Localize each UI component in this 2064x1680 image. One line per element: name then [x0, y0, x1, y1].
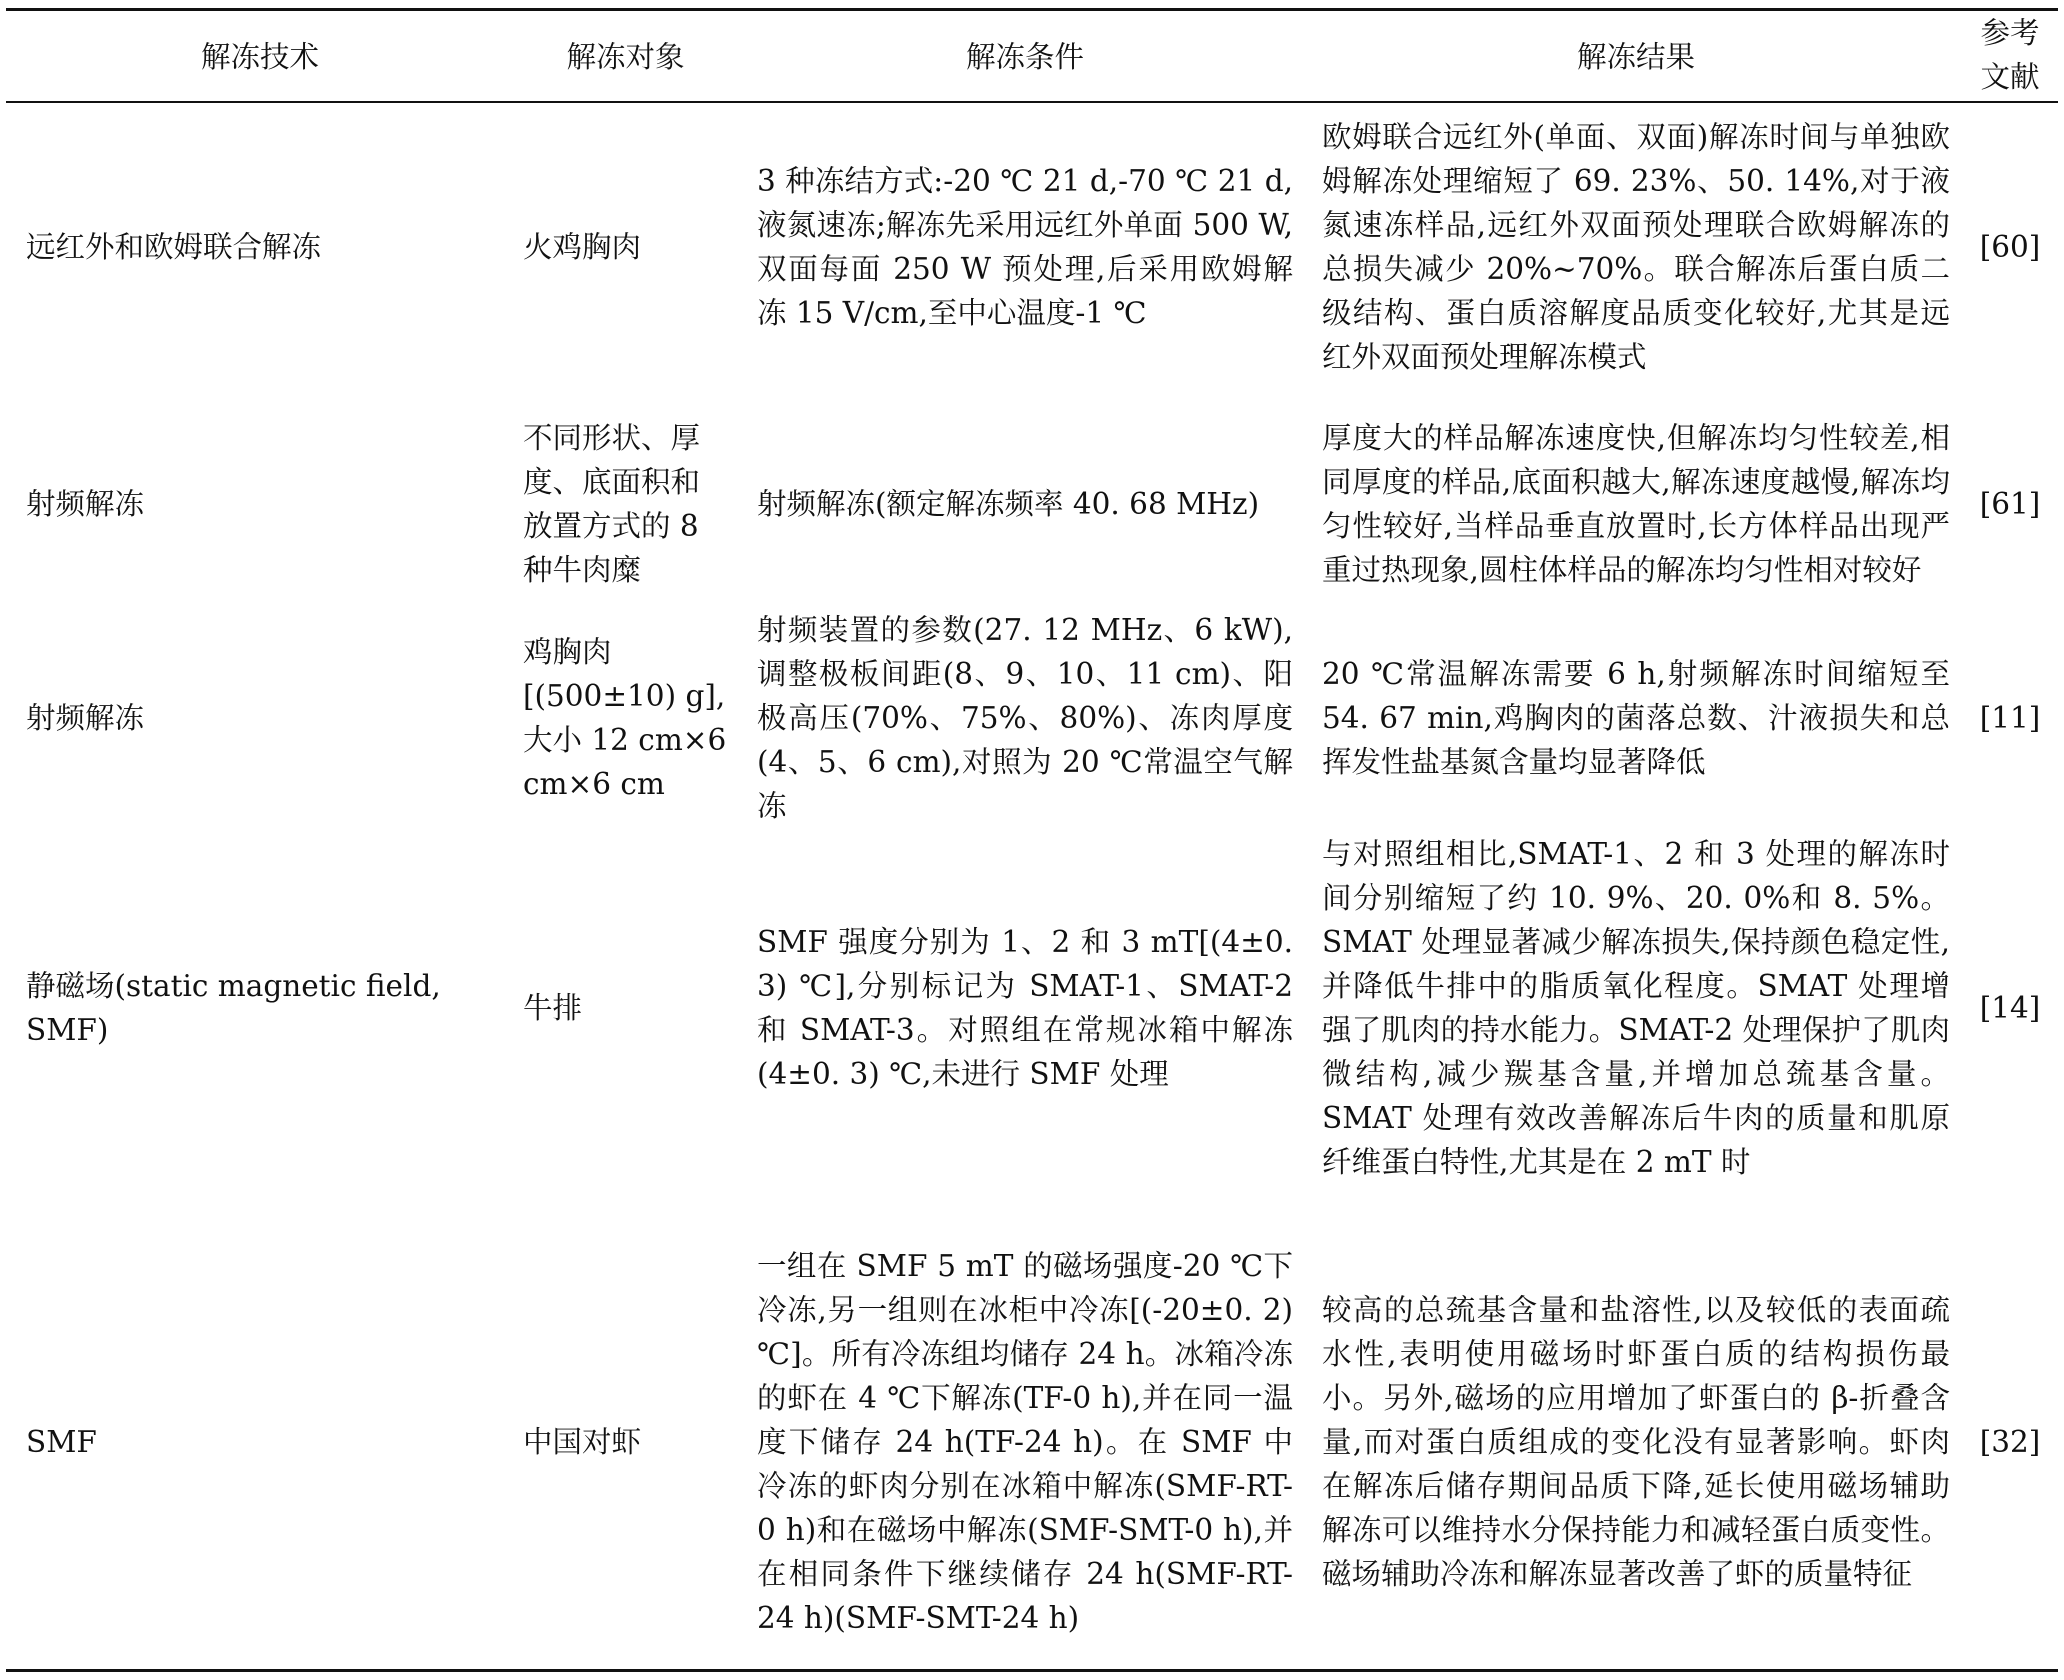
row5-condition — [757, 1222, 1293, 1662]
row4-technique: 静磁场(static magnetic field, SMF) — [26, 969, 441, 1047]
header-reference-line1: 参考 — [1980, 16, 2040, 50]
row3-result — [1322, 630, 1950, 806]
row3-technique: 射频解冻 — [26, 701, 145, 735]
row5-result — [1322, 1222, 1950, 1662]
row3-condition — [757, 613, 1293, 823]
row4-reference: [14] — [1979, 991, 2041, 1025]
table-top-rule — [6, 8, 2058, 11]
row1-object: 火鸡胸肉 — [523, 230, 642, 264]
header-condition: 解冻条件 — [965, 40, 1084, 74]
row4-result-text: 与对照组相比,SMAT-1、2 和 3 处理的解冻时间分别缩短了约 10. 9%、20. 0%和 8. 5%。SMAT 处理显著减少解冻损失,保持颜色稳定性,并降低牛排中的脂质氧化程度。SMAT 处理增强了肌肉的持水能力。SMAT-2 处理保护了肌肉微结构,减少羰基含量,并增加总巯基含量。SMAT 处理有效改善解冻后牛肉的质量和肌原纤维蛋白特性,尤其是在 2 mT 时 — [1322, 837, 1950, 1179]
row3-result-text: 20 ℃常温解冻需要 6 h,射频解冻时间缩短至 54. 67 min,鸡胸肉的菌落总数、汁液损失和总挥发性盐基氮含量均显著降低 — [1322, 657, 1950, 779]
row3-reference: [11] — [1979, 701, 2041, 735]
table-bottom-rule — [6, 1669, 2058, 1672]
row1-reference: [60] — [1979, 230, 2041, 264]
row3-condition-text: 射频装置的参数(27. 12 MHz、6 kW),调整极板间距(8、9、10、11 cm)、阳极高压(70%、75%、80%)、冻肉厚度(4、5、6 cm),对照为 20 ℃常温空气解冻 — [757, 613, 1293, 823]
row2-reference: [61] — [1979, 487, 2041, 521]
row5-object: 中国对虾 — [523, 1425, 642, 1459]
header-object: 解冻对象 — [566, 40, 685, 74]
row1-condition-text: 3 种冻结方式:-20 ℃ 21 d,-70 ℃ 21 d,液氮速冻;解冻先采用远红外单面 500 W,双面每面 250 W 预处理,后采用欧姆解冻 15 V/cm,至中心温度-1 ℃ — [757, 164, 1293, 330]
row2-result-text: 厚度大的样品解冻速度快,但解冻均匀性较差,相同厚度的样品,底面积越大,解冻速度越慢,解冻均匀性较好,当样品垂直放置时,长方体样品出现严重过热现象,圆柱体样品的解冻均匀性相对较好 — [1322, 421, 1950, 587]
row4-object: 牛排 — [523, 991, 583, 1025]
header-technique: 解冻技术 — [200, 40, 319, 74]
header-result: 解冻结果 — [1576, 40, 1695, 74]
row2-condition — [757, 394, 1293, 614]
row5-reference: [32] — [1979, 1425, 2041, 1459]
row1-result — [1322, 116, 1950, 378]
row2-condition-text: 射频解冻(额定解冻频率 40. 68 MHz) — [757, 487, 1260, 521]
row2-result — [1322, 394, 1950, 614]
row5-technique: SMF — [26, 1425, 97, 1459]
row4-result — [1322, 832, 1950, 1184]
row5-result-text: 较高的总巯基含量和盐溶性,以及较低的表面疏水性,表明使用磁场时虾蛋白质的结构损伤最小。另外,磁场的应用增加了虾蛋白的 β-折叠含量,而对蛋白质组成的变化没有显著影响。虾肉在解冻后储存期间品质下降,延长使用磁场辅助解冻可以维持水分保持能力和减轻蛋白质变性。磁场辅助冷冻和解冻显著改善了虾的质量特征 — [1322, 1293, 1950, 1591]
row1-result-text: 欧姆联合远红外(单面、双面)解冻时间与单独欧姆解冻处理缩短了 69. 23%、50. 14%,对于液氮速冻样品,远红外双面预处理联合欧姆解冻的总损失减少 20%~70%。联合解冻后蛋白质二级结构、蛋白质溶解度品质变化较好,尤其是远红外双面预处理解冻模式 — [1322, 120, 1950, 374]
table-header-rule — [6, 101, 2058, 103]
row3-object: 鸡胸肉[(500±10) g],大小 12 cm×6 cm×6 cm — [523, 635, 727, 801]
row1-technique: 远红外和欧姆联合解冻 — [26, 230, 322, 264]
row1-condition — [757, 116, 1293, 378]
header-reference — [1962, 10, 2058, 100]
row4-condition-text: SMF 强度分别为 1、2 和 3 mT[(4±0. 3) ℃],分别标记为 SMAT-1、SMAT-2 和 SMAT-3。对照组在常规冰箱中解冻(4±0. 3) ℃,未进行 SMF 处理 — [757, 925, 1293, 1091]
row2-object: 不同形状、厚度、底面积和放置方式的 8 种牛肉糜 — [523, 421, 701, 587]
row2-technique: 射频解冻 — [26, 487, 145, 521]
row4-condition — [757, 832, 1293, 1184]
row5-condition-text: 一组在 SMF 5 mT 的磁场强度-20 ℃下冷冻,另一组则在冰柜中冷冻[(-20±0. 2) ℃]。所有冷冻组均储存 24 h。冰箱冷冻的虾在 4 ℃下解冻(TF-0 h),并在同一温度下储存 24 h(TF-24 h)。在 SMF 中冷冻的虾肉分别在冰箱中解冻(SMF-RT-0 h)和在磁场中解冻(SMF-SMT-0 h),并在相同条件下继续储存 24 h(SMF-RT-24 h)(SMF-SMT-24 h) — [757, 1249, 1293, 1635]
header-reference-line2: 文献 — [1980, 60, 2040, 94]
